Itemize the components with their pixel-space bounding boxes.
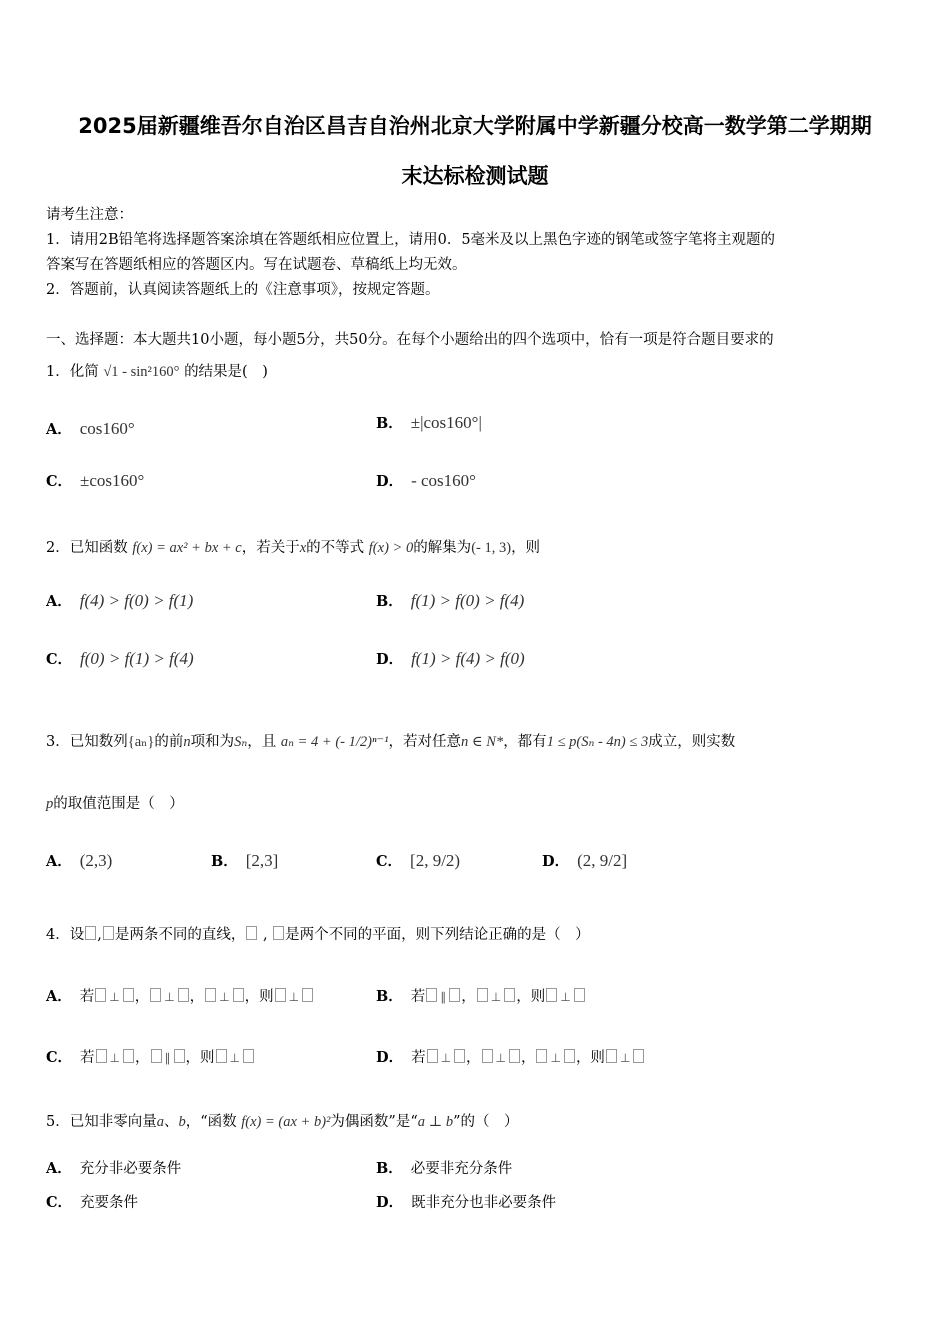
question-5 xyxy=(46,1110,519,1131)
q3-option-d xyxy=(542,850,627,871)
exam-title-line2: 末达标检测试题 xyxy=(401,164,549,188)
label-c: C． xyxy=(376,853,403,870)
q3-number: 3． xyxy=(46,734,70,750)
label-a: A． xyxy=(46,988,72,1005)
missing-glyph xyxy=(96,1049,107,1063)
q4-ruo: 若 xyxy=(79,989,95,1005)
q5-a-text: 充分非必要条件 xyxy=(79,1161,182,1177)
q3-sequence: {aₙ} xyxy=(127,734,155,750)
label-d: D． xyxy=(376,1049,404,1066)
q5-function: f(x) = (ax + b)² xyxy=(241,1114,331,1130)
perp-symbol: ⊥ xyxy=(560,990,571,1004)
q3-c-text: [2, 9/2) xyxy=(410,851,461,870)
q3-t5: ，都有 xyxy=(503,734,547,750)
missing-glyph xyxy=(151,1049,162,1063)
q5-pre: 已知非零向量 xyxy=(69,1114,157,1130)
question-3-line2 xyxy=(46,792,184,813)
missing-glyph xyxy=(509,1049,520,1063)
missing-glyph xyxy=(216,1049,227,1063)
label-a: A． xyxy=(46,593,72,610)
q4-option-a: A． 若 ⊥ ， ⊥ ， ⊥ ，则 ⊥ xyxy=(46,985,314,1006)
q4-option-c: C． 若 ⊥ ， ∥ ，则 ⊥ xyxy=(46,1046,255,1067)
q5-t1: ，“函数 xyxy=(185,1114,237,1130)
q4-ruo: 若 xyxy=(80,1050,95,1066)
perp-symbol: ⊥ xyxy=(550,1051,561,1065)
q5-option-a xyxy=(46,1157,181,1178)
q4-ze: ，则 xyxy=(575,1050,605,1066)
q3-a-text: (2,3) xyxy=(79,851,113,870)
q1-d-text: - cos160° xyxy=(411,471,476,490)
label-a: A． xyxy=(46,853,72,870)
notice-item2: 2．答题前，认真阅读答题纸上的《注意事项》，按规定答题。 xyxy=(46,282,440,298)
missing-glyph xyxy=(233,988,244,1002)
label-c: C． xyxy=(46,651,73,668)
q1-option-c xyxy=(46,470,144,491)
perp-symbol: ⊥ xyxy=(619,1051,631,1065)
q1-post: 的结果是( ) xyxy=(184,364,268,380)
missing-glyph xyxy=(454,1049,465,1063)
q4-option-d: D． 若 ⊥ ， ⊥ ， ⊥ ，则 ⊥ xyxy=(376,1046,645,1067)
q4-ze: ，则 xyxy=(244,989,274,1005)
q4-ze: ，则 xyxy=(516,989,546,1005)
notice-heading: 请考生注意： xyxy=(46,207,133,223)
q2-option-a xyxy=(46,590,193,611)
missing-glyph xyxy=(482,1049,493,1063)
missing-glyph xyxy=(536,1049,547,1063)
parallel-symbol: ∥ xyxy=(440,990,447,1004)
q1-b-text: ±|cos160°| xyxy=(410,413,482,432)
q5-t3: ”的（ ） xyxy=(453,1114,519,1130)
notice-item1-a: 1．请用2B铅笔将选择题答案涂填在答题纸相应位置上，请用0．5毫米及以上黑色字迹的钢笔或签字笔将主观题的 xyxy=(46,232,776,248)
q2-solution-set: (- 1, 3) xyxy=(471,540,512,556)
q4-ze: ，则 xyxy=(185,1050,215,1066)
label-b: B． xyxy=(376,415,403,432)
perp-symbol: ⊥ xyxy=(440,1051,452,1065)
missing-glyph xyxy=(564,1049,575,1063)
q4-t1: 是两条不同的直线， xyxy=(114,927,246,943)
label-d: D． xyxy=(376,651,404,668)
q1-option-d xyxy=(376,470,476,491)
missing-glyph xyxy=(123,1049,134,1063)
missing-glyph xyxy=(275,988,286,1002)
q4-ruo: 若 xyxy=(410,989,426,1005)
parallel-symbol: ∥ xyxy=(164,1051,171,1065)
label-b: B． xyxy=(211,853,238,870)
q4-number: 4． xyxy=(46,927,70,943)
perp-symbol: ⊥ xyxy=(164,990,175,1004)
q2-post: ，则 xyxy=(511,540,541,556)
missing-glyph xyxy=(123,988,134,1002)
missing-glyph xyxy=(574,988,585,1002)
question-1 xyxy=(46,360,268,381)
q2-option-c xyxy=(46,648,194,669)
perp-symbol: ⊥ xyxy=(109,1051,120,1065)
label-d: D． xyxy=(376,1194,404,1211)
q4-option-b: B． 若 ∥ ， ⊥ ，则 ⊥ xyxy=(376,985,586,1006)
missing-glyph xyxy=(243,1049,254,1063)
q3-n: n xyxy=(183,734,191,750)
q1-expression: √1 - sin²160° xyxy=(103,364,180,380)
label-c: C． xyxy=(46,473,73,490)
missing-glyph xyxy=(150,988,161,1002)
q1-option-b xyxy=(376,412,482,433)
missing-glyph xyxy=(85,926,96,940)
q2-mid1: ，若关于 xyxy=(241,540,300,556)
perp-symbol: ⊥ xyxy=(490,990,502,1004)
q5-option-c xyxy=(46,1191,138,1212)
q2-inequality: f(x) > 0 xyxy=(368,540,414,556)
question-4: 4．设 , 是两条不同的直线， , 是两个不同的平面，则下列结论正确的是（ ） xyxy=(46,927,590,943)
missing-glyph xyxy=(633,1049,644,1063)
label-b: B． xyxy=(376,1160,403,1177)
missing-glyph xyxy=(449,988,460,1002)
perp-symbol: ⊥ xyxy=(495,1051,506,1065)
q3-option-a xyxy=(46,850,112,871)
missing-glyph xyxy=(95,988,106,1002)
section-heading: 一、选择题：本大题共10小题，每小题5分，共50分。在每个小题给出的四个选项中，恰有一项是符合题目要求的 xyxy=(46,332,774,348)
q2-mid2: 的不等式 xyxy=(306,540,365,556)
q3-t7: 的取值范围是（ ） xyxy=(53,796,184,812)
missing-glyph xyxy=(426,988,437,1002)
q3-t6: 成立，则实数 xyxy=(648,734,736,750)
q5-b: b xyxy=(178,1114,186,1130)
q5-c-text: 充要条件 xyxy=(80,1195,139,1211)
q3-d-text: (2, 9/2] xyxy=(577,851,628,870)
label-d: D． xyxy=(376,473,404,490)
q2-mid3: 的解集为 xyxy=(413,540,472,556)
missing-glyph xyxy=(546,988,557,1002)
q2-b-text: f(1) > f(0) > f(4) xyxy=(410,591,525,610)
notice-item1-b: 答案写在答题纸相应的答题区内。写在试题卷、草稿纸上均无效。 xyxy=(46,257,467,273)
missing-glyph xyxy=(178,988,189,1002)
missing-glyph xyxy=(427,1049,438,1063)
q4-ruo: 若 xyxy=(411,1050,426,1066)
q3-condition: n ∈ N* xyxy=(461,734,504,750)
q2-a-text: f(4) > f(0) > f(1) xyxy=(79,591,194,610)
q2-d-text: f(1) > f(4) > f(0) xyxy=(411,649,525,668)
q3-b-text: [2,3] xyxy=(245,851,279,870)
q1-a-text: cos160° xyxy=(79,419,135,438)
q5-sep: 、 xyxy=(163,1114,179,1130)
q2-pre: 已知函数 xyxy=(69,540,128,556)
perp-symbol: ⊥ xyxy=(109,990,120,1004)
q3-t4: ，若对任意 xyxy=(388,734,462,750)
q2-option-d xyxy=(376,648,525,669)
q2-option-b xyxy=(376,590,524,611)
q3-inequality: 1 ≤ p(Sₙ - 4n) ≤ 3 xyxy=(546,734,649,750)
label-a: A． xyxy=(46,1160,72,1177)
q5-t2: 为偶函数”是“ xyxy=(330,1114,418,1130)
question-2 xyxy=(46,536,540,557)
missing-glyph xyxy=(302,988,313,1002)
q4-pre: 设 xyxy=(69,927,85,943)
label-c: C． xyxy=(46,1049,73,1066)
q5-d-text: 既非充分也非必要条件 xyxy=(411,1195,557,1211)
missing-glyph xyxy=(174,1049,185,1063)
q1-pre: 化简 xyxy=(69,364,99,380)
q2-c-text: f(0) > f(1) > f(4) xyxy=(80,649,194,668)
missing-glyph xyxy=(205,988,216,1002)
q2-x: x xyxy=(299,540,307,556)
label-c: C． xyxy=(46,1194,73,1211)
q3-sum: Sₙ xyxy=(234,734,248,750)
question-3-line1 xyxy=(46,730,735,751)
q3-t1: 的前 xyxy=(154,734,184,750)
q5-b-text: 必要非充分条件 xyxy=(410,1161,513,1177)
q3-option-b xyxy=(211,850,278,871)
q2-function: f(x) = ax² + bx + c xyxy=(132,540,242,556)
q2-number: 2． xyxy=(46,540,70,556)
label-d: D． xyxy=(542,853,570,870)
q5-condition: a ⊥ b xyxy=(417,1114,454,1130)
label-b: B． xyxy=(376,593,403,610)
q4-t2: 是两个不同的平面，则下列结论正确的是（ ） xyxy=(285,927,590,943)
q3-formula: aₙ = 4 + (- 1/2)ⁿ⁻¹ xyxy=(280,734,389,750)
perp-symbol: ⊥ xyxy=(288,990,300,1004)
label-a: A． xyxy=(46,421,72,438)
q5-option-d xyxy=(376,1191,556,1212)
q3-p: p xyxy=(46,796,54,812)
missing-glyph xyxy=(246,926,257,940)
q3-option-c xyxy=(376,850,460,871)
exam-title-line1: 2025届新疆维吾尔自治区昌吉自治州北京大学附属中学新疆分校高一数学第二学期期 xyxy=(78,114,872,138)
missing-glyph xyxy=(477,988,488,1002)
missing-glyph xyxy=(606,1049,617,1063)
missing-glyph xyxy=(504,988,515,1002)
perp-symbol: ⊥ xyxy=(219,990,230,1004)
q1-option-a xyxy=(46,418,135,439)
perp-symbol: ⊥ xyxy=(229,1051,240,1065)
q5-number: 5． xyxy=(46,1114,70,1130)
q1-c-text: ±cos160° xyxy=(80,471,145,490)
q5-option-b xyxy=(376,1157,512,1178)
q3-t2: 项和为 xyxy=(190,734,235,750)
label-b: B． xyxy=(376,988,403,1005)
q1-number: 1． xyxy=(46,364,70,380)
q3-t3: ，且 xyxy=(247,734,277,750)
q3-pre: 已知数列 xyxy=(69,734,128,750)
missing-glyph xyxy=(103,926,114,940)
q5-a: a xyxy=(156,1114,164,1130)
missing-glyph xyxy=(273,926,284,940)
